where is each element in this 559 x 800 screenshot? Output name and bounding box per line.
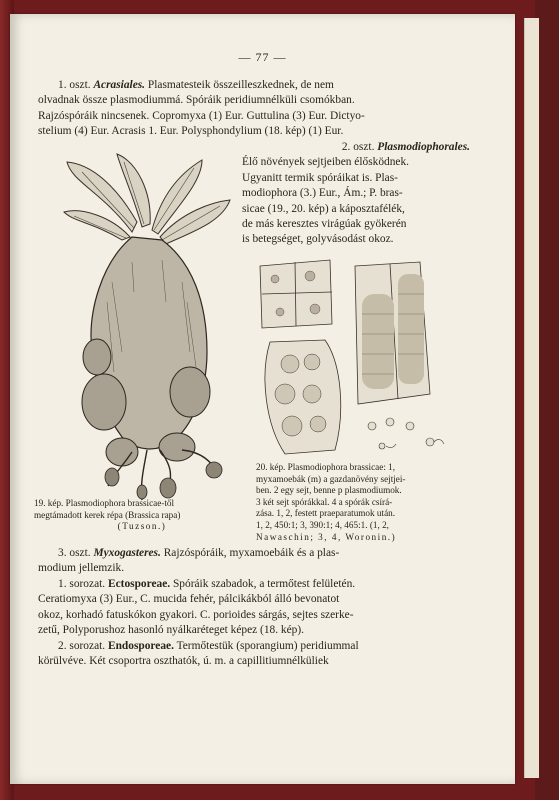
para1-line1: 1. oszt. Acrasiales. Plasmatesteik összeilleszkednek, de nem xyxy=(58,79,334,91)
para2-line1: 2. oszt. Plasmodiophorales. xyxy=(341,141,470,153)
para2-line: Élő növények sejtjeiben élősködnek. xyxy=(242,156,410,169)
page-number: — 77 — xyxy=(238,50,287,64)
para2-line: Ugyanitt termik spóráikat is. Plas- xyxy=(242,171,398,184)
para3-line1: 3. oszt. Myxogasteres. Rajzóspóráik, myxamoebáik és a plas- xyxy=(58,547,340,559)
microscopy-drawing xyxy=(250,254,470,464)
para3-line2: modium jellemzik. xyxy=(38,562,125,575)
page-edges xyxy=(524,18,539,778)
heading-myxogasteres: Myxogasteres. xyxy=(93,547,161,559)
heading-endosporeae: Endosporeae. xyxy=(108,640,174,652)
figure-20-microscopy-illustration xyxy=(250,254,470,464)
para2-line: modiophora (3.) Eur., Ám.; P. bras- xyxy=(242,187,403,200)
book-page xyxy=(10,14,515,784)
heading-ectosporeae: Ectosporeae. xyxy=(108,578,171,590)
para4-line4: zetű, Polyporushoz hasonló nyálkaréteget képez (18. kép). xyxy=(38,624,305,637)
para4-line3: okoz, korhadó fatuskókon gyakori. C. porioides sárgás, sejtes szerke- xyxy=(38,608,354,621)
turnip-drawing xyxy=(62,152,232,502)
para1-line2: olvadnak össze plasmodiummá. Spóráik peridiumnélküli csomókban. xyxy=(38,94,355,107)
para2-line: sicae (19., 20. kép) a káposztafélék, xyxy=(242,202,405,215)
para2-line: is betegséget, golyvásodást okoz. xyxy=(242,233,394,246)
heading-acrasiales: Acrasiales. xyxy=(93,79,146,91)
paragraph-myxogasteres xyxy=(38,546,470,577)
para1-line4: stelium (4) Eur. Acrasis 1. Eur. Polysphondylium (18. kép) (1) Eur. xyxy=(38,125,344,138)
paragraph-plasmodiophorales xyxy=(242,140,470,248)
figure-19-caption: 19. kép. Plasmodiophora brassicae-től megtámadott kerek répa (Brassica rapa) (Tuzson.) xyxy=(34,498,181,532)
para5-line1: 2. sorozat. Endosporeae. Termőtestük (sporangium) peridiummal xyxy=(58,640,359,652)
para4-line2: Ceratiomyxa (3) Eur., C. mucida fehér, pálcikákból álló bevonatot xyxy=(38,593,340,606)
para5-line2: körülvéve. Két csoportra oszthatók, ú. m. a capillitiumnélküliek xyxy=(38,655,329,668)
figure-19-turnip-illustration xyxy=(62,152,232,502)
para1-line3: Rajzóspóráik nincsenek. Copromyxa (1) Eur. Guttulina (3) Eur. Dictyo- xyxy=(38,109,365,122)
paragraph-acrasiales xyxy=(38,78,470,140)
para2-line: de más keresztes virágúak gyökerén xyxy=(242,218,407,231)
figure-20-caption: 20. kép. Plasmodiophora brassicae: 1, myxamoebák (m) a gazdanövény sejtjei- ben. 2 egy sejt, benne p plasmodiumok. 3 két sejt spórákkal. 4 a spórák csírá- zása. 1, 2, festett praeparatumok után. 1, 2, 450:1; 3, 390:1; 4, 465:1. (1, 2, Nawaschin; 3, 4, Woronin.) xyxy=(256,462,406,542)
paragraph-ectosporeae xyxy=(38,577,470,639)
para4-line1: 1. sorozat. Ectosporeae. Spóráik szabadok, a termőtest felületén. xyxy=(58,578,356,590)
paragraph-endosporeae xyxy=(38,639,470,670)
heading-plasmodiophorales: Plasmodiophorales. xyxy=(377,141,470,153)
